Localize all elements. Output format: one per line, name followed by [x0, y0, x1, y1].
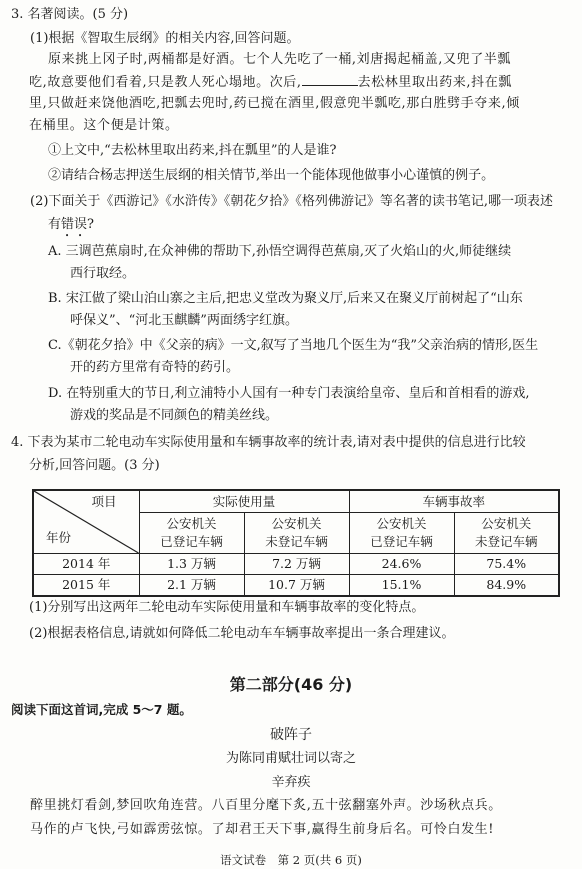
passage-line-1: 原来挑上冈子时,两桶都是好酒。七个人先吃了一桶,刘唐揭起桶盖,又兜了半瓢: [48, 52, 511, 67]
table-row: [33, 554, 559, 575]
column-header-line: 已登记车辆: [370, 534, 433, 549]
table-cell: 2.1 万辆: [139, 575, 244, 597]
emphasized-word: 错误: [61, 217, 88, 232]
question-4-intro-2: 分析,回答问题。(3 分): [29, 458, 160, 473]
option-b: B. 宋江做了梁山泊山寨之主后,把忠义堂改为聚义厅,后来又在聚义厅前树起了“山东: [48, 291, 523, 306]
passage-line-2: [29, 73, 512, 92]
column-header-line: 已登记车辆: [160, 534, 223, 549]
table-cell: 2014 年: [33, 554, 139, 575]
column-header-line: 公安机关: [166, 516, 217, 531]
question-4-part-1: (1)分别写出这两年二轮电动车实际使用量和车辆事故率的变化特点。: [29, 600, 425, 615]
table-cell: 15.1%: [349, 575, 454, 597]
part-2-title: 第二部分(46 分): [229, 675, 353, 694]
column-header-line: 未登记车辆: [475, 534, 538, 549]
table-cell: 24.6%: [349, 554, 454, 575]
table-corner-cell: [33, 490, 139, 554]
column-header-line: 未登记车辆: [265, 534, 328, 549]
group-header-accident-rate: 车辆事故率: [349, 490, 559, 513]
table-row: [33, 575, 559, 597]
option-c: C.《朝花夕拾》中《父亲的病》一文,叙写了当地几个医生为“我”父亲治病的情形,医生: [48, 338, 539, 353]
question-3-part-2-cont: [48, 216, 94, 240]
question-3-1-sub-2: ②请结合杨志押送生辰纲的相关情节,举出一个能体现他做事小心谨慎的例子。: [48, 168, 495, 183]
option-a: A. 三调芭蕉扇时,在众神佛的帮助下,孙悟空调得芭蕉扇,灭了火焰山的火,师徒继续: [48, 244, 512, 259]
table-cell: 10.7 万辆: [244, 575, 349, 597]
column-header: [349, 513, 454, 554]
poem-line-1: 醉里挑灯看剑,梦回吹角连营。八百里分麾下炙,五十弦翻塞外声。沙场秋点兵。: [30, 798, 502, 813]
question-3-part-2: (2)下面关于《西游记》《水浒传》《朝花夕拾》《格列佛游记》等名著的读书笔记,哪一项表述: [30, 194, 554, 209]
passage-line-2-end: 去松林里取出药来,抖在瓢: [357, 75, 512, 90]
poem-author: 辛弃疾: [271, 775, 311, 790]
prompt-pre: 有: [48, 217, 62, 232]
table-cell: 7.2 万辆: [244, 554, 349, 575]
poem-subtitle: 为陈同甫赋壮词以寄之: [225, 751, 356, 766]
passage-line-4: 在桶里。这个便是计策。: [29, 118, 179, 133]
corner-bottom-label: 年份: [46, 530, 72, 545]
column-header: [454, 513, 559, 554]
option-c-cont: 开的药方里常有奇特的药引。: [70, 360, 240, 375]
question-4-part-2: (2)根据表格信息,请就如何降低二轮电动车车辆事故率提出一条合理建议。: [29, 626, 455, 641]
poem-line-2: 马作的卢飞快,弓如霹雳弦惊。了却君王天下事,赢得生前身后名。可怜白发生!: [30, 822, 495, 837]
table-cell: 84.9%: [454, 575, 559, 597]
statistics-table: [32, 489, 560, 597]
option-b-cont: 呼保义”、“河北玉麒麟”两面绣字红旗。: [70, 313, 298, 328]
column-header: [139, 513, 244, 554]
column-header-line: 公安机关: [376, 516, 427, 531]
answer-blank[interactable]: [302, 73, 358, 86]
question-3-1-sub-1: ①上文中,“去松林里取出药来,抖在瓢里”的人是谁?: [48, 143, 337, 158]
prompt-post: ?: [87, 217, 95, 232]
group-header-usage: 实际使用量: [139, 490, 349, 513]
table-cell: 75.4%: [454, 554, 559, 575]
question-3-heading: 3. 名著阅读。(5 分): [11, 7, 129, 22]
page-footer: 语文试卷 第 2 页(共 6 页): [220, 853, 362, 867]
passage-line-2-start: 吃,故意要他们看着,只是教人死心塌地。次后,: [29, 75, 302, 90]
column-header-line: 公安机关: [271, 516, 322, 531]
corner-top-label: 项目: [91, 494, 117, 509]
column-header-line: 公安机关: [481, 516, 532, 531]
question-3-part-1: (1)根据《智取生辰纲》的相关内容,回答问题。: [30, 31, 300, 46]
option-a-cont: 西行取经。: [70, 266, 136, 281]
poem-title: 破阵子: [270, 727, 312, 743]
table-cell: 1.3 万辆: [139, 554, 244, 575]
column-header: [244, 513, 349, 554]
question-4-intro-1: 4. 下表为某市二轮电动车实际使用量和车辆事故率的统计表,请对表中提供的信息进行比较: [11, 435, 526, 450]
passage-line-3: 里,只做赶来饶他酒吃,把瓢去兜时,药已搅在酒里,假意兜半瓢吃,那白胜劈手夺来,倾: [29, 96, 520, 111]
option-d-cont: 游戏的奖品是不同颜色的精美丝线。: [70, 408, 279, 423]
table-cell: 2015 年: [33, 575, 139, 597]
option-d: D. 在特别重大的节日,利立浦特小人国有一种专门表演给皇帝、皇后和首相看的游戏,: [48, 386, 530, 401]
reading-instruction: 阅读下面这首词,完成 5～7 题。: [11, 702, 192, 717]
